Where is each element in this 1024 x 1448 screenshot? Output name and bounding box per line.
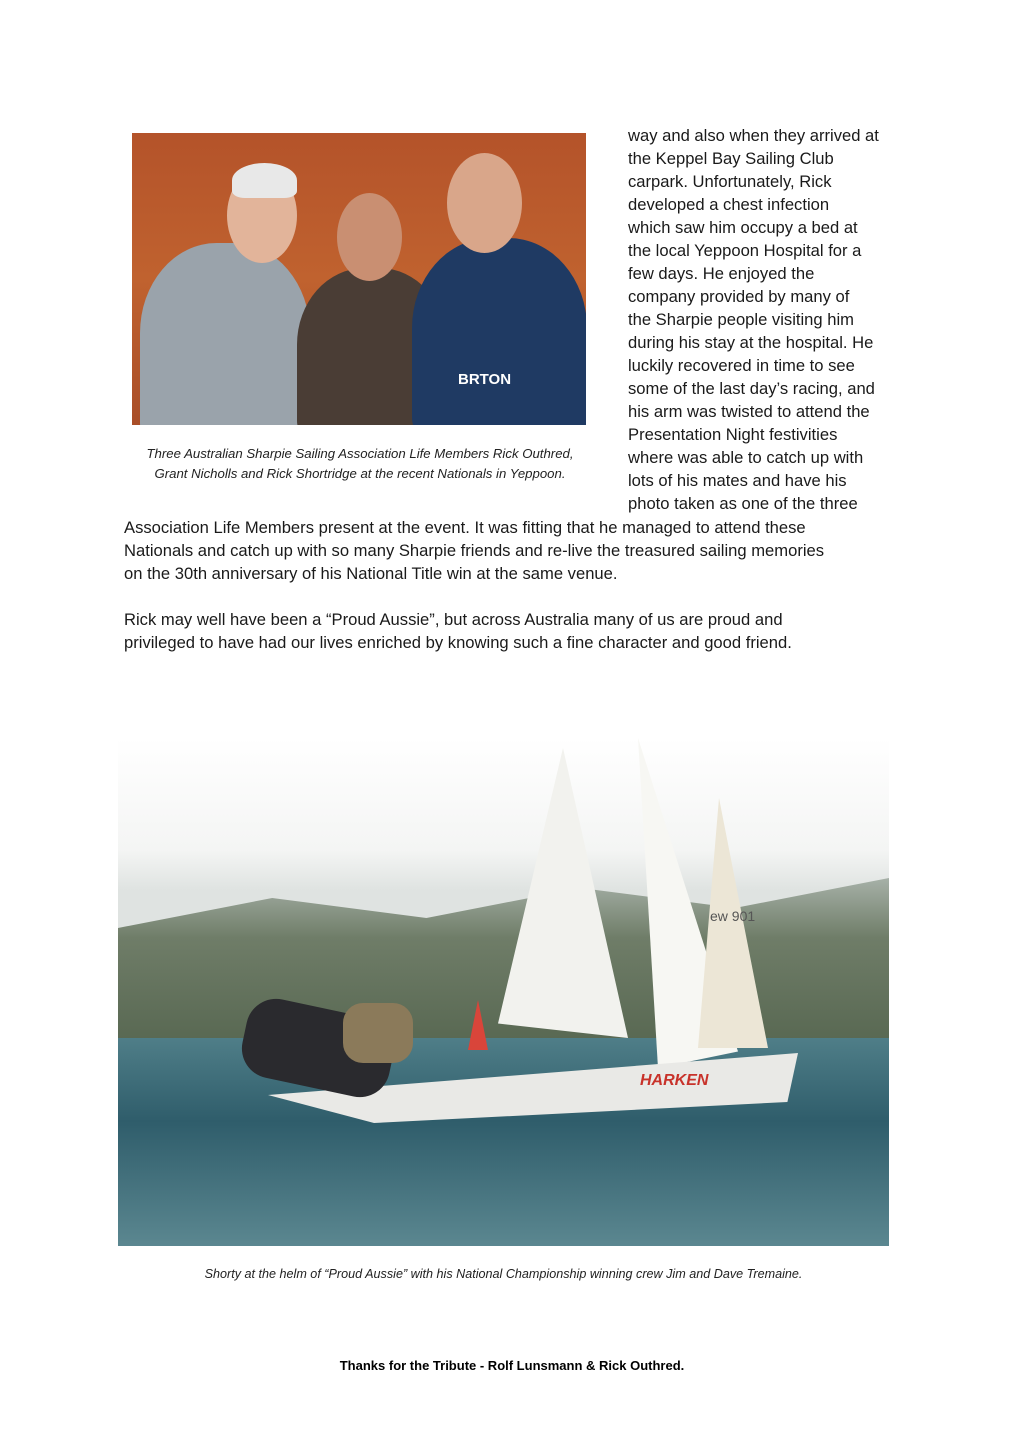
text-line: where was able to catch up with	[628, 448, 864, 467]
text-line: Presentation Night festivities	[628, 425, 838, 444]
life-members-photo	[132, 133, 586, 425]
text-line: privileged to have had our lives enriched by knowing such a fine character and good friend.	[124, 633, 792, 652]
text-line: which saw him occupy a bed at	[628, 218, 858, 237]
hull-brand-text: HARKEN	[640, 1072, 709, 1089]
photo-caption-bottom: Shorty at the helm of “Proud Aussie” with his National Championship winning crew Jim and Dave Tremaine.	[204, 1267, 803, 1281]
text-line: the Keppel Bay Sailing Club	[628, 149, 834, 168]
text-line: few days. He enjoyed the	[628, 264, 815, 283]
text-line: Rick may well have been a “Proud Aussie”, but across Australia many of us are proud and	[124, 610, 783, 629]
text-line: some of the last day’s racing, and	[628, 379, 875, 398]
text-line: during his stay at the hospital. He	[628, 333, 874, 352]
text-line: Association Life Members present at the event. It was fitting that he managed to attend these	[124, 518, 806, 537]
text-line: luckily recovered in time to see	[628, 356, 855, 375]
photo-caption-top	[110, 444, 610, 484]
sailing-photo	[118, 738, 889, 1246]
text-line: the local Yeppoon Hospital for a	[628, 241, 862, 260]
caption-line: Grant Nicholls and Rick Shortridge at the recent Nationals in Yeppoon.	[154, 466, 566, 481]
text-line: photo taken as one of the three	[628, 494, 858, 513]
text-line: carpark. Unfortunately, Rick	[628, 172, 832, 191]
text-line: the Sharpie people visiting him	[628, 310, 854, 329]
text-line: way and also when they arrived at	[628, 126, 879, 145]
text-line: on the 30th anniversary of his National Title win at the same venue.	[124, 564, 618, 583]
caption-line: Three Australian Sharpie Sailing Association Life Members Rick Outhred,	[146, 446, 574, 461]
shirt-logo-text: BRTON	[458, 371, 512, 388]
text-line: his arm was twisted to attend the	[628, 402, 870, 421]
text-line: developed a chest infection	[628, 195, 830, 214]
sail-number-text: ew 901	[710, 908, 756, 924]
footer-credit: Thanks for the Tribute - Rolf Lunsmann & Rick Outhred.	[339, 1358, 685, 1373]
text-line: Nationals and catch up with so many Sharpie friends and re-live the treasured sailing memories	[124, 541, 825, 560]
text-line: lots of his mates and have his	[628, 471, 847, 490]
text-line: company provided by many of	[628, 287, 850, 306]
